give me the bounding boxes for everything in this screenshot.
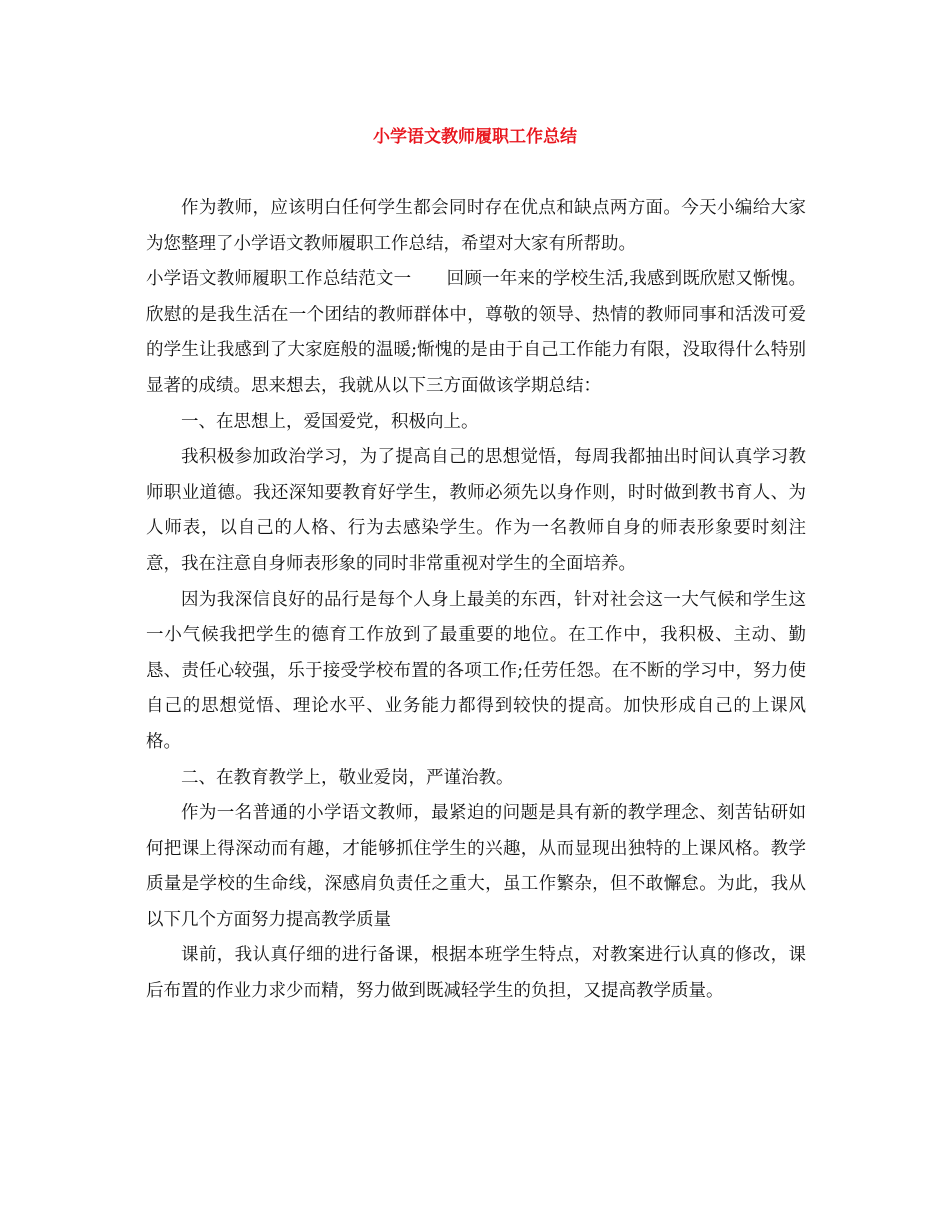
paragraph-teaching-quality: 作为一名普通的小学语文教师，最紧迫的问题是具有新的教学理念、刻苦钻研如何把课上得深动而有趣，才能够抓住学生的兴趣，从而显现出独特的上课风格。教学质量是学校的生命线，深感肩负责任之重大，虽工作繁杂，但不敢懈怠。为此，我从以下几个方面努力提高教学质量: [146, 803, 806, 930]
section-heading-teaching: 二、在教育教学上，敬业爱岗，严谨治教。: [181, 767, 514, 788]
paragraph-intro: 作为教师，应该明白任何学生都会同时存在优点和缺点两方面。今天小编给大家为您整理了小学语文教师履职工作总结，希望对大家有所帮助。: [146, 198, 806, 254]
paragraph-sample-one: 小学语文教师履职工作总结范文一 回顾一年来的学校生活,我感到既欣慰又惭愧。欣慰的是我生活在一个团结的教师群体中，尊敬的领导、热情的教师同事和活泼可爱的学生让我感到了大家庭般的温暖;惭愧的是由于自己工作能力有限，没取得什么特别显著的成绩。思来想去，我就从以下三方面做该学期总结：: [146, 269, 806, 396]
section-heading-thought: 一、在思想上，爱国爱党，积极向上。: [181, 411, 479, 432]
document-title: 小学语文教师履职工作总结: [373, 127, 577, 147]
paragraph-political-study: 我积极参加政治学习，为了提高自己的思想觉悟，每周我都抽出时间认真学习教师职业道德。我还深知要教育好学生，教师必须先以身作则，时时做到教书育人、为人师表，以自己的人格、行为去感染学生。作为一名教师自身的师表形象要时刻注意，我在注意自身师表形象的同时非常重视对学生的全面培养。: [146, 447, 806, 574]
paragraph-lesson-prep: 课前，我认真仔细的进行备课，根据本班学生特点，对教案进行认真的修改，课后布置的作业力求少而精，努力做到既减轻学生的负担，又提高教学质量。: [146, 945, 806, 1002]
document-body: [146, 191, 806, 1010]
paragraph-moral-education: 因为我深信良好的品行是每个人身上最美的东西，针对社会这一大气候和学生这一小气候我把学生的德育工作放到了最重要的地位。在工作中，我积极、主动、勤恳、责任心较强，乐于接受学校布置的各项工作;任劳任怨。在不断的学习中，努力使自己的思想觉悟、理论水平、业务能力都得到较快的提高。加快形成自己的上课风格。: [146, 589, 806, 752]
